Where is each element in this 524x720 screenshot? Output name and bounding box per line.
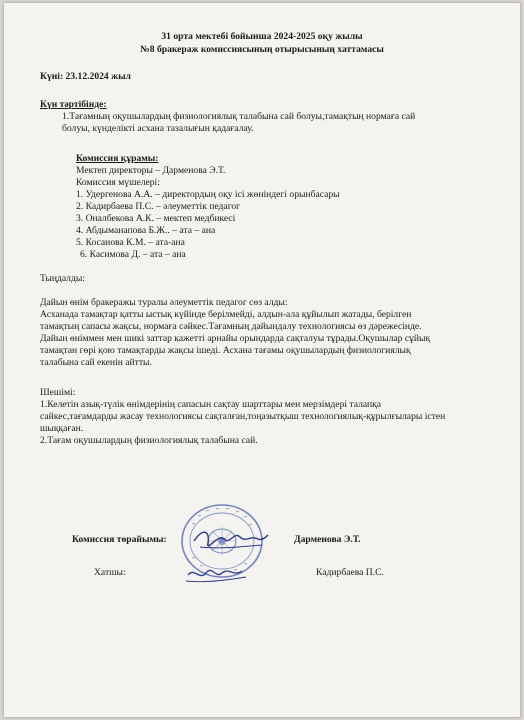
secretary-name: Кадирбаева П.С. bbox=[316, 567, 384, 578]
chair-name: Дарменова Э.Т. bbox=[294, 534, 361, 545]
agenda-title: Күн тәртібінде: bbox=[40, 99, 107, 110]
commission-member: 2. Кадирбаева П.С. – әлеуметтік педагог bbox=[76, 201, 241, 212]
heard-title: Тыңдалды: bbox=[40, 273, 85, 284]
heard-line: тамақтан гөрі қою тамақтарды жақсы ішеді. Асхана тағамы оқушылардың физиологиялық bbox=[40, 345, 411, 356]
agenda-item-line-2: болуы, күнделікті асхана тазалығын қадағалау. bbox=[62, 123, 254, 134]
commission-member: 1. Удергенова А.А. – директордың оқу ісі жөніндегі орынбасары bbox=[76, 189, 340, 200]
decision-title: Шешімі: bbox=[40, 387, 76, 398]
chair-label: Комиссия төрайымы: bbox=[72, 534, 167, 545]
date-line: Күні: 23.12.2024 жыл bbox=[40, 71, 131, 82]
commission-members-title: Комиссия мүшелері: bbox=[76, 177, 160, 188]
secretary-signature bbox=[182, 559, 252, 589]
header-line-2: №8 бракераж комиссиясының отырысының хаттамасы bbox=[140, 44, 384, 55]
commission-member: 3. Оналбекова А.К. – мектеп медбикесі bbox=[76, 213, 236, 224]
document-page bbox=[4, 3, 520, 717]
commission-chair: Мектеп директоры – Дарменова Э.Т. bbox=[76, 165, 226, 176]
heard-line: Дайын өнім бракеражы туралы әлеуметтік педагог сөз алды: bbox=[40, 297, 288, 308]
commission-member: 5. Косанова К.М. – ата-ана bbox=[76, 237, 185, 248]
decision-line: 1.Келетін азық-түлік өнімдерінің сапасын сақтау шарттары мен мерзімдері талапқа bbox=[40, 399, 382, 410]
commission-title: Комиссия құрамы: bbox=[76, 153, 159, 164]
heard-line: Асханада тамақтар қатты ыстық күйінде берілмейді, алдын-ала құйылып жатады, берілген bbox=[40, 309, 412, 320]
heard-line: Дайын өніммен мен шикі заттар кажетті арнайы орындарда сақталуы тұрады.Оқушылар сұйық bbox=[40, 333, 431, 344]
heard-line: талабына сай екенін айтты. bbox=[40, 357, 152, 368]
decision-line: 2.Тағам оқушылардың физиологиялық талабына сай. bbox=[40, 435, 258, 446]
commission-member: 4. Абдыманапова Б.Ж.. – ата – ана bbox=[76, 225, 216, 236]
agenda-item-line-1: 1.Тағамның оқушылардың физиологиялық талабына сай болуы,тамақтың нормаға сай bbox=[62, 111, 416, 122]
commission-member: 6. Касимова Д. – ата – ана bbox=[80, 249, 186, 260]
header-line-1: 31 орта мектебі бойынша 2024-2025 оқу жылы bbox=[161, 31, 363, 42]
decision-line: сайкес,тағамдарды жасау технологиясы сақталған,тоңазытқыш технологиялық-құрылғылары істен bbox=[40, 411, 446, 422]
secretary-label: Хатшы: bbox=[94, 567, 126, 578]
decision-line: шыққаған. bbox=[40, 423, 84, 434]
chair-signature bbox=[188, 523, 272, 559]
heard-line: тамақтың сапасы жақсы, нормаға сәйкес.Тағамның дайындалу технологиясы өз дәрежесінде. bbox=[40, 321, 422, 332]
